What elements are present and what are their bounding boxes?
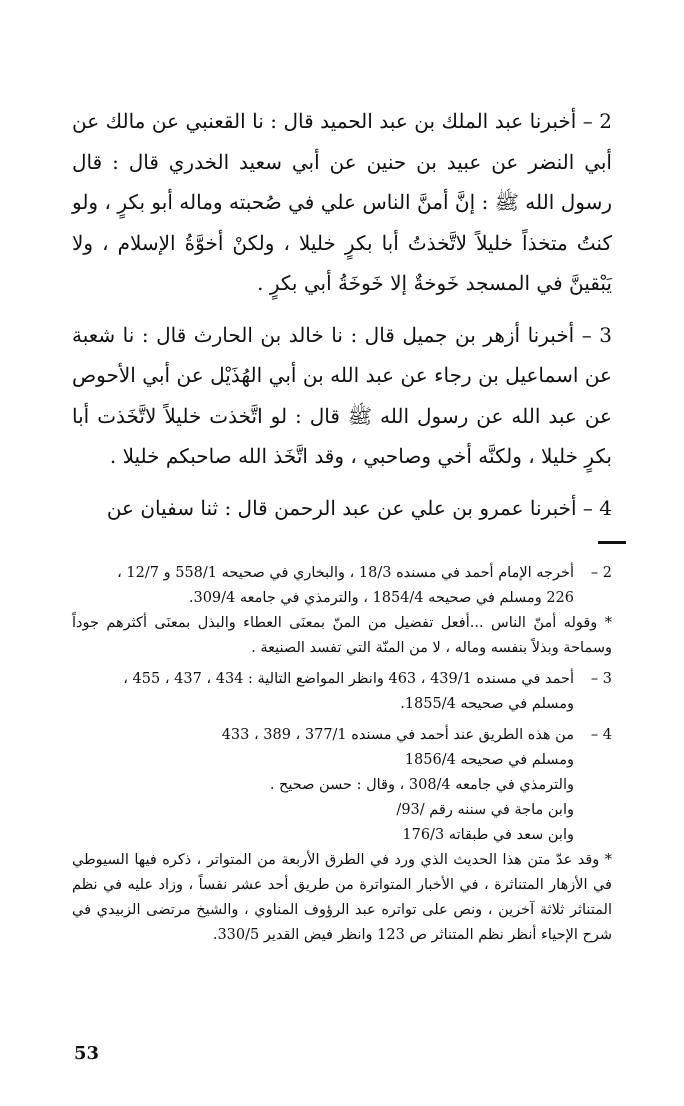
footnotes	[72, 561, 612, 948]
footnote	[72, 723, 612, 848]
footnote-number: 2 –	[590, 565, 612, 581]
footnote-number: 3 –	[590, 671, 612, 687]
footnote	[72, 667, 612, 717]
hadith-paragraph: 4 – أخبرنا عمرو بن علي عن عبد الرحمن قال : ثنا سفيان عن	[106, 495, 612, 520]
main-text	[72, 101, 612, 528]
footnote-line: ومسلم في صحيحه 1856/4	[404, 752, 574, 768]
footnote-line: والترمذي في جامعه 308/4 ، وقال : حسن صحيح .	[269, 777, 574, 793]
hadith-paragraph: 2 – أخبرنا عبد الملك بن عبد الحميد قال : نا القعنبي عن مالك عن أبي النضر عن عبيد بن حنين عن أبي سعيد الخدري قال : قال رسول الله ﷺ : إنَّ أمنَّ الناس علي في صُحبته وماله أبو بكرٍ ، ولو كنتُ متخذاً خليلاً لاتَّخذتُ أبا بكرٍ خليلا ، ولكنْ أخوَّةُ الإسلام ، ولا يَبْقينَّ في المسجد خَوخةٌ إلا خَوخَةُ أبي بكرٍ .	[72, 109, 612, 295]
footnote-line: ومسلم في صحيحه 1855/4.	[400, 696, 574, 712]
footnote-line: أخرجه الإمام أحمد في مسنده 18/3 ، والبخاري في صحيحه 558/1 و 12/7 ،	[117, 565, 574, 581]
hadith-paragraph: 3 – أخبرنا أزهر بن جميل قال : نا خالد بن الحارث قال : نا شعبة عن اسماعيل بن رجاء عن عبد الله بن أبي الهُذَيْل عن أبي الأحوص عن عبد الله عن رسول الله ﷺ قال : لو اتَّخذت خليلاً لاتَّخَذت أبا بكرٍ خليلا ، ولكنَّه أخي وصاحبي ، وقد اتَّخَذ الله صاحبكم خليلا .	[72, 322, 612, 468]
page-number: 53	[74, 1043, 100, 1064]
footnote-line: وابن سعد في طبقاته 176/3	[402, 827, 574, 843]
footnote-line: من هذه الطريق عند أحمد في مسنده 377/1 ، 389 ، 433	[221, 727, 574, 743]
footnote-line: وابن ماجة في سننه رقم /93/	[396, 802, 574, 818]
footnote-number: 4 –	[590, 727, 612, 743]
footnote-line: أحمد في مسنده 439/1 ، 463 وانظر المواضع التالية : 434 ، 437 ، 455 ،	[123, 671, 574, 687]
footnote-divider	[598, 541, 626, 544]
footnote	[72, 561, 612, 611]
footnote-note: * وقد عدّ متن هذا الحديث الذي ورد في الطرق الأربعة من المتواتر ، ذكره فيها السيوطي في الأزهار المتناثرة ، في الأخبار المتواترة من طريق أحد عشر نفساً ، وزاد عليه في نظم المتناثر ثلاثة آخرين ، ونص على تواتره عبد الرؤوف المناوي ، والشيخ مرتضى الزبيدي في شرح الإحياء أنظر نظم المتناثر ص 123 وانظر فيض القدير 330/5.	[72, 852, 612, 943]
footnote-note: * وقوله أمنّ الناس ...أفعل تفضيل من المنّ بمعنَى العطاء والبذل بمعنَى أكثرهم جوداً وسماحة وبذلاً بنفسه وماله ، لا من المنّة التي تفسد الصنيعة .	[72, 615, 612, 656]
footnote-line: 226 ومسلم في صحيحه 1854/4 ، والترمذي في جامعه 309/4.	[188, 590, 574, 606]
